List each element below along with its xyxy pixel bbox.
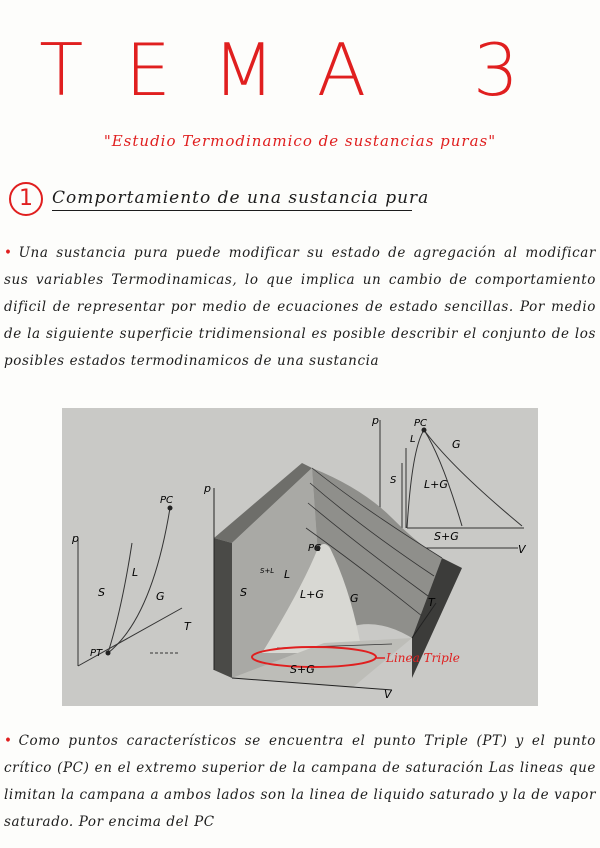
pv-v-label: V — [518, 543, 526, 556]
section-title: Comportamiento de una sustancia pura — [52, 188, 412, 211]
paragraph-2-text: Como puntos característicos se encuentra el punto Triple (PT) y el punto crítico (PC) en el extremo superior de la campana de saturación Las lineas que limitan la campana a ambos lados son la linea de liquido saturado y la de vapor saturado. Por encima del PC — [4, 733, 596, 830]
pv-g-label: G — [452, 438, 461, 451]
main-t-label: T — [428, 596, 435, 609]
pv-pc-label: PC — [414, 418, 428, 429]
pt-critical-point-dot — [168, 506, 173, 511]
main-lg-label: L+G — [300, 588, 324, 601]
pv-p-label: p — [372, 414, 379, 427]
pt-s-label: S — [98, 586, 105, 599]
main-g-label: G — [350, 592, 359, 605]
paragraph-1-text: Una sustancia pura puede modificar su estado de agregación al modificar sus variables Termodinamicas, lo que implica un cambio de comportamiento dificil de representar por medio de ecuaciones de estado sencillas. Por medio de la siguiente superficie tridimensional es posible describir el conjunto de los posibles estados termodinamicos de una sustancia — [4, 245, 596, 369]
pvt-surface-figure — [62, 408, 538, 706]
pv-lg-label: L+G — [424, 478, 448, 491]
pvt-surface-svg — [62, 408, 538, 706]
pt-l-label: L — [132, 566, 139, 579]
pt-pc-label: PC — [160, 495, 174, 506]
bullet-icon: • — [4, 245, 13, 261]
main-pc-label: PC — [308, 543, 322, 554]
main-v-label: V — [384, 688, 392, 701]
paragraph-2 — [4, 728, 596, 836]
paragraph-1 — [4, 240, 596, 375]
main-s-label: S — [240, 586, 247, 599]
pt-g-label: G — [156, 590, 165, 603]
main-sl-label: S+L — [260, 567, 275, 575]
section-number: 1 — [9, 182, 43, 216]
main-p-label: p — [204, 482, 211, 495]
main-sg-label: S+G — [290, 663, 315, 676]
bullet-icon: • — [4, 733, 13, 749]
solid-face-side — [214, 538, 232, 678]
pt-p-label: p — [72, 532, 79, 545]
pt-pt-label: PT — [90, 648, 103, 659]
pt-t-label: T — [184, 620, 191, 633]
pv-sg-label: S+G — [434, 530, 459, 543]
triple-line-label: Linea Triple — [386, 651, 460, 665]
main-l-label: L — [284, 568, 291, 581]
pv-l-label: L — [410, 434, 416, 445]
pt-triple-point-dot — [106, 651, 111, 656]
pv-s-label: S — [390, 475, 397, 486]
page-title: TEMA 3 — [39, 28, 561, 112]
page-subtitle: "Estudio Termodinamico de sustancias puras" — [103, 132, 497, 150]
